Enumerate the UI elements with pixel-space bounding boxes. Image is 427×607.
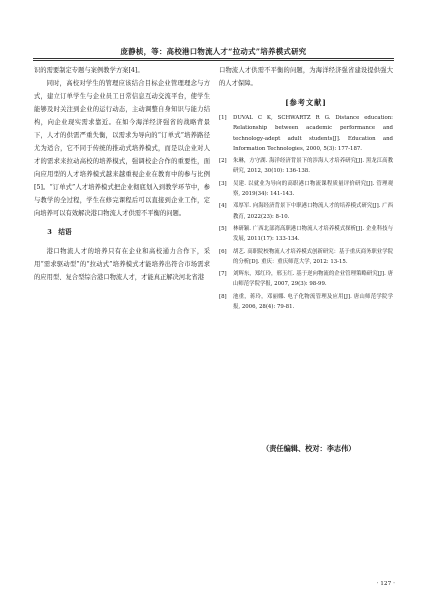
reference-number: [5] <box>219 225 227 232</box>
reference-text: 邓厚军. 向海经济背景下中职港口物流人才的培养模式研究[J]. 广西教育, 2022(23): 8-10. <box>233 203 393 220</box>
reference-text: 朱琳，方守湖. 海洋经济背景下的涉海人才培养研究[J]. 黑龙江高教研究, 2012, 30(10): 136-138. <box>233 158 393 175</box>
reference-number: [2] <box>219 158 227 165</box>
reference-item <box>219 224 393 245</box>
reference-number: [1] <box>219 115 227 121</box>
reference-text: DUVAL C K, SCHWARTZ R G. Distance education: Relationship between academic performance and technology-adept adult students[J]. Education and Information Technologies, 2000, 5(3): 177-187. <box>233 115 393 152</box>
reference-number: [8] <box>219 293 227 300</box>
reference-item <box>219 292 393 313</box>
reference-item <box>219 201 393 222</box>
reference-text: 池重，蒋玲，邓丽娜. 电子化物流管理及应用[J]. 唐山师范学院学报, 2006, 28(4): 79-81. <box>233 293 393 311</box>
reference-item <box>219 247 393 268</box>
reference-item <box>219 156 393 177</box>
reference-number: [6] <box>219 248 227 255</box>
reference-item <box>219 179 393 200</box>
header-rule-bottom <box>33 60 394 61</box>
reference-text: 胡艺. 高职院校物流人才培养模式创新研究：基于重庆商务职业学院的分析[D]. 重庆：重庆师范大学, 2012: 13-15. <box>233 248 393 265</box>
reference-number: [4] <box>219 203 227 210</box>
reference-number: [3] <box>219 180 227 187</box>
page-number: · 127 · <box>376 581 395 587</box>
reference-text: 刘辉东，郑红玲，邢玉红. 基于逆向物流的企业管理策略研究[J]. 唐山师范学院学报, 2007, 29(3): 98-99. <box>233 271 393 288</box>
references-heading: [参考文献] <box>285 98 327 107</box>
references-list <box>219 113 393 312</box>
body-paragraph: 口物流人才供需不平衡的问题，为海洋经济强省建设提供强大的人才保障。 <box>219 67 393 87</box>
header-rule-top <box>33 58 394 59</box>
reference-number: [7] <box>219 271 227 278</box>
reference-item <box>219 113 393 154</box>
conclusion-paragraph: 港口物流人才的培养只有在企业和高校通力合作下，采用“需求驱动型”的“拉动式”培养模式才能培养出符合市场需求的应用型、复合型综合港口物流人才，才能真正解决河北省港 <box>34 248 210 281</box>
left-column <box>34 64 210 284</box>
right-column <box>219 64 393 314</box>
body-paragraph: 识的需要制定专题与案例教学方案[4]。 <box>34 67 144 74</box>
section-heading-conclusion: 3 结语 <box>47 228 72 236</box>
reference-text: 吴建. 以就业为导向的高职港口物流课程质量评价研究[J]. 管理观察, 2019(34): 141-143. <box>233 180 393 198</box>
reference-item <box>219 269 393 290</box>
running-header: 庞静桢，等：高校港口物流人才“拉动式”培养模式研究 <box>120 47 307 56</box>
reference-text: 林研颖. 广西北部湾高职港口物流人才培养模式探析[J]. 企业科技与发展, 2011(17): 133-134. <box>233 225 393 243</box>
editor-credit: （责任编辑、校对：李志伟） <box>262 444 356 453</box>
body-paragraph: 同时，高校对学生的管理应该结合目标企业管理理念与方式，建立订单学生与企业员工日常信息互动交流平台，使学生能够及时关注到企业的运行动态，主动调整自身知识与能力结构，向企业现实需求靠近。在如今海洋经济强省的战略背景下，人才的供需严重失衡，以需求为导向的“订单式”培养路径尤为适合，它不同于传统的推动式培养模式，而是以企业对人才的需求来拉动高校的培养模式，强调校企合作的重要性，面向应用型的人才培养模式越来越重视企业在教育中的参与比例[5]。“订单式”人才培养模式把企业彻底划入到教学环节中，参与教学的全过程，学生在修完课程后可以直接到企业工作，定向培养可以有效解决港口物流人才供需不平衡的问题。 <box>34 80 210 217</box>
